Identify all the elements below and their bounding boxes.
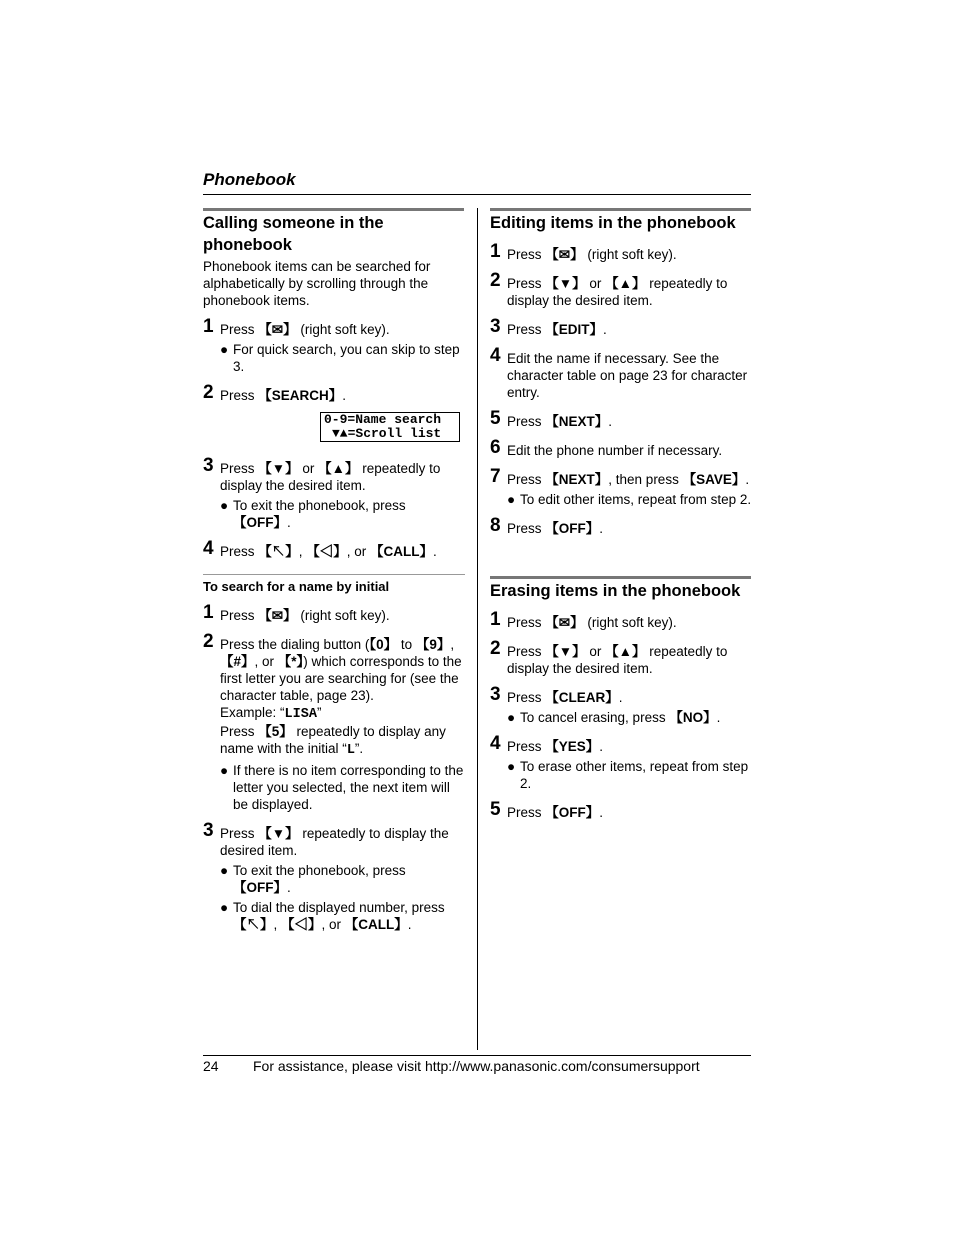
calling-step-2: 2 Press 【SEARCH】. <box>203 382 347 403</box>
up-key: 【▲】 <box>605 276 646 291</box>
off-key: 【OFF】 <box>545 805 600 820</box>
save-key: 【SAVE】 <box>682 472 746 487</box>
step-number: 6 <box>490 437 501 458</box>
bullet-icon: ● <box>220 763 229 778</box>
call-key: 【CALL】 <box>370 544 434 559</box>
left-column <box>203 212 465 933</box>
step-number: 2 <box>490 638 501 659</box>
edit-step-6: 6 Edit the phone number if necessary. <box>490 437 723 458</box>
down-key: 【▼】 <box>258 826 299 841</box>
column-divider <box>477 208 478 1050</box>
step-number: 3 <box>490 316 501 337</box>
footer-assistance-text: For assistance, please visit http://www.panasonic.com/consumersupport <box>253 1058 700 1074</box>
edit-step-1: 1 Press 【✉】 (right soft key). <box>490 241 677 262</box>
phonebook-key: 【✉】 <box>545 247 584 262</box>
initial-step-3: 3 Press 【▼】 repeatedly to display the desired item. ● To exit the phonebook, press 【OFF】. ● To dial the displayed number, press 【↖】, 【◁】, or 【CALL】. <box>203 825 465 933</box>
star-key: 【*】 <box>277 654 304 669</box>
step-number: 2 <box>203 631 214 652</box>
bullet-icon: ● <box>507 710 516 725</box>
lcd-display <box>320 412 460 442</box>
search-key: 【SEARCH】 <box>258 388 343 403</box>
bullet-note: ● For quick search, you can skip to step 3. <box>220 342 460 374</box>
down-key: 【▼】 <box>545 276 586 291</box>
phonebook-key: 【✉】 <box>545 615 584 630</box>
talk-key: 【↖】 <box>258 544 299 559</box>
erase-step-2: 2 Press 【▼】 or 【▲】 repeatedly to display the desired item. <box>490 638 728 676</box>
bullet-note: ● To dial the displayed number, press 【↖】, 【◁】, or 【CALL】. <box>220 900 445 932</box>
calling-step-3: 3 Press 【▼】 or 【▲】 repeatedly to display the desired item. ● To exit the phonebook, press 【OFF】. <box>203 460 465 531</box>
bullet-icon: ● <box>507 759 516 774</box>
off-key: 【OFF】 <box>545 521 600 536</box>
section-heading-calling: Calling someone in the phonebook <box>203 214 384 254</box>
footer-rule <box>203 1055 751 1056</box>
right-section-rule-2 <box>490 576 751 579</box>
subsection-heading: To search for a name by initial <box>203 579 390 594</box>
erase-step-5: 5 Press 【OFF】. <box>490 799 604 820</box>
down-key: 【▼】 <box>258 461 299 476</box>
up-key: 【▲】 <box>605 644 646 659</box>
bullet-note: ● To exit the phonebook, press 【OFF】. <box>220 498 406 530</box>
step-number: 1 <box>203 602 214 623</box>
step-number: 1 <box>203 316 214 337</box>
off-key: 【OFF】 <box>233 880 287 895</box>
off-key: 【OFF】 <box>233 515 287 530</box>
hash-key: 【#】 <box>220 654 255 669</box>
intro-text: Phonebook items can be searched for alphabetically by scrolling through the phonebook items. <box>203 259 431 308</box>
step-number: 1 <box>490 609 501 630</box>
example-value: LISA <box>284 707 317 722</box>
bullet-icon: ● <box>507 492 516 507</box>
right-column-erase <box>490 580 752 821</box>
example-line: Example: “LISA” <box>220 705 322 722</box>
bullet-note: ● If there is no item corresponding to the letter you selected, the next item will be displayed. <box>220 763 464 812</box>
edit-key: 【EDIT】 <box>545 322 604 337</box>
erase-step-3: 3 Press 【CLEAR】. ● To cancel erasing, press 【NO】. <box>490 689 752 726</box>
edit-step-7: 7 Press 【NEXT】, then press 【SAVE】. ● To edit other items, repeat from step 2. <box>490 466 752 507</box>
bullet-icon: ● <box>220 342 229 357</box>
page-number: 24 <box>203 1058 219 1074</box>
erase-step-1: 1 Press 【✉】 (right soft key). <box>490 609 677 630</box>
nine-key: 【9】 <box>415 637 451 652</box>
lcd-line-1: 0-9=Name search <box>324 412 442 427</box>
step-number: 1 <box>490 241 501 262</box>
edit-step-8: 8 Press 【OFF】. <box>490 515 604 536</box>
subsection-rule <box>203 574 465 575</box>
next-key: 【NEXT】 <box>545 414 609 429</box>
phonebook-key: 【✉】 <box>258 322 297 337</box>
down-key: 【▼】 <box>545 644 586 659</box>
zero-key: 【0】 <box>369 637 398 652</box>
clear-key: 【CLEAR】 <box>545 690 619 705</box>
step-number: 2 <box>490 270 501 291</box>
bullet-note: ● To erase other items, repeat from step 2. <box>507 759 749 791</box>
bullet-note: ● To cancel erasing, press 【NO】. <box>507 710 721 725</box>
no-key: 【NO】 <box>669 710 717 725</box>
step-number: 4 <box>203 538 214 559</box>
yes-key: 【YES】 <box>545 739 600 754</box>
right-section-rule-1 <box>490 208 751 211</box>
edit-step-2: 2 Press 【▼】 or 【▲】 repeatedly to display the desired item. <box>490 270 728 308</box>
right-column-edit <box>490 212 752 537</box>
up-key: 【▲】 <box>318 461 359 476</box>
talk-key: 【↖】 <box>233 917 274 932</box>
edit-step-4: 4 Edit the name if necessary. See the character table on page 23 for character entry. <box>490 345 748 400</box>
edit-step-5: 5 Press 【NEXT】. <box>490 408 613 429</box>
initial-step-1: 1 Press 【✉】 (right soft key). <box>203 602 390 623</box>
bullet-icon: ● <box>220 498 229 513</box>
bullet-note: ● To edit other items, repeat from step 2. <box>507 492 752 507</box>
left-section-rule <box>203 208 464 211</box>
page-section-title: Phonebook <box>203 170 296 189</box>
initial-letter: L <box>346 743 355 758</box>
step-number: 2 <box>203 382 214 403</box>
step-number: 3 <box>203 455 214 476</box>
step-number: 4 <box>490 733 501 754</box>
speaker-key: 【◁】 <box>306 544 347 559</box>
section-heading-editing: Editing items in the phonebook <box>490 214 736 232</box>
speaker-key: 【◁】 <box>281 917 322 932</box>
phonebook-key: 【✉】 <box>258 608 297 623</box>
calling-step-4: 4 Press 【↖】, 【◁】, or 【CALL】. <box>203 538 437 559</box>
step-number: 3 <box>203 820 214 841</box>
edit-step-3: 3 Press 【EDIT】. <box>490 316 607 337</box>
five-key: 【5】 <box>258 724 293 739</box>
calling-step-1: 1 Press 【✉】 (right soft key). ● For quick search, you can skip to step 3. <box>203 321 465 375</box>
step-number: 5 <box>490 799 501 820</box>
bullet-icon: ● <box>220 863 229 878</box>
step-number: 7 <box>490 466 501 487</box>
step-number: 5 <box>490 408 501 429</box>
step-number: 4 <box>490 345 501 366</box>
step-number: 3 <box>490 684 501 705</box>
lcd-line-2: ▼▲=Scroll list <box>332 426 442 441</box>
lcd-screen <box>320 412 460 442</box>
initial-step-2: 2 Press the dialing button (【0】 to 【9】, 【#】, or 【*】) which corresponds to the first letter you are searching for (see the character table, page 23). Example: “LISA” Press 【5】 repeatedly to display any name with the initial “L”. ● If there is no item corresponding to the letter you selected, the next item will be displayed. <box>203 631 464 812</box>
section-heading-erasing: Erasing items in the phonebook <box>490 582 741 600</box>
bullet-note: ● To exit the phonebook, press 【OFF】. <box>220 863 406 895</box>
header-rule <box>203 194 751 195</box>
erase-step-4: 4 Press 【YES】. ● To erase other items, repeat from step 2. <box>490 738 752 792</box>
bullet-icon: ● <box>220 900 229 915</box>
call-key: 【CALL】 <box>344 917 408 932</box>
press-five-line: Press 【5】 repeatedly to display any name with the initial “L”. <box>220 724 446 758</box>
next-key: 【NEXT】 <box>545 472 609 487</box>
step-number: 8 <box>490 515 501 536</box>
